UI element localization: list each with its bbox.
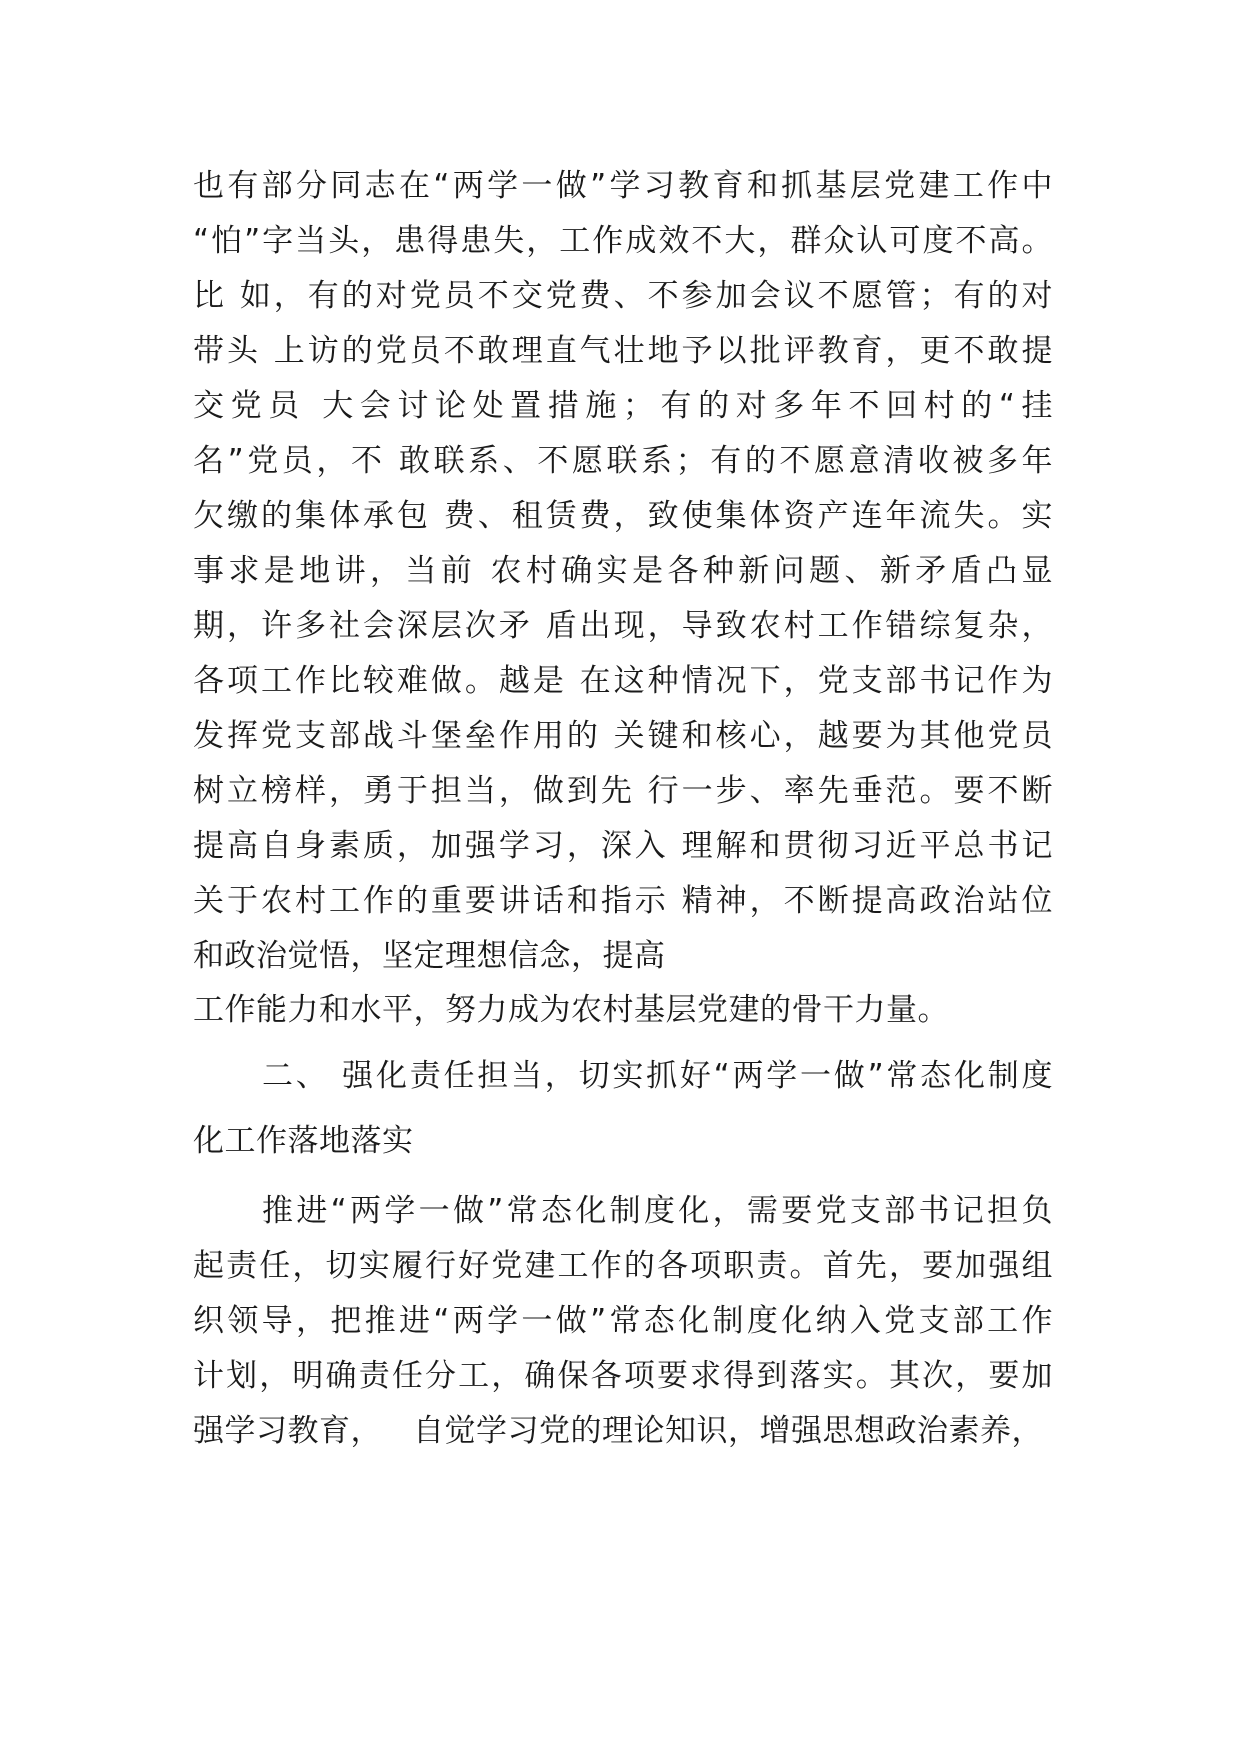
body-text-line: 树立榜样，勇于担当，做到先 行一步、率先垂范。要不断 (193, 773, 1053, 809)
body-text-line: 和政治觉悟，坚定理想信念，提高 (193, 938, 666, 974)
body-text-line: 起责任，切实履行好党建工作的各项职责。首先，要加强组 (193, 1248, 1053, 1284)
body-text-line: “怕”字当头，患得患失，工作成效不大，群众认可度不高。 (193, 223, 1053, 259)
body-text-line: 织领导，把推进“两学一做”常态化制度化纳入党支部工作 (193, 1303, 1053, 1339)
body-text-line: 工作能力和水平，努力成为农村基层党建的骨干力量。 (193, 992, 949, 1028)
body-text-line: 计划，明确责任分工，确保各项要求得到落实。其次，要加 (193, 1358, 1053, 1394)
body-text-line: 交党员 大会讨论处置措施；有的对多年不回村的“挂 (193, 388, 1053, 424)
section-heading-continuation: 化工作落地落实 (193, 1123, 414, 1159)
body-text-line: 带头 上访的党员不敢理直气壮地予以批评教育，更不敢提 (193, 333, 1053, 369)
body-text-line: 也有部分同志在“两学一做”学习教育和抓基层党建工作中 (193, 168, 1053, 204)
body-text-line: 关于农村工作的重要讲话和指示 精神，不断提高政治站位 (193, 883, 1053, 919)
body-text-line: 名”党员，不 敢联系、不愿联系；有的不愿意清收被多年 (193, 443, 1053, 479)
body-text-line: 欠缴的集体承包 费、租赁费，致使集体资产连年流失。实 (193, 498, 1053, 534)
body-text-line: 各项工作比较难做。越是 在这种情况下，党支部书记作为 (193, 663, 1053, 699)
body-text-line: 强学习教育， 自觉学习党的理论知识，增强思想政治素养， (193, 1413, 1044, 1449)
body-text-line: 提高自身素质，加强学习，深入 理解和贯彻习近平总书记 (193, 828, 1053, 864)
body-text-line: 事求是地讲，当前 农村确实是各种新问题、新矛盾凸显 (193, 553, 1053, 589)
paragraph-first-line: 推进“两学一做”常态化制度化，需要党支部书记担负 (262, 1193, 1053, 1229)
section-heading: 二、 强化责任担当，切实抓好“两学一做”常态化制度 (262, 1058, 1053, 1094)
body-text-line: 期，许多社会深层次矛 盾出现，导致农村工作错综复杂， (193, 608, 1053, 644)
body-text-line: 发挥党支部战斗堡垒作用的 关键和核心，越要为其他党员 (193, 718, 1053, 754)
body-text-line: 比 如，有的对党员不交党费、不参加会议不愿管；有的对 (193, 278, 1053, 314)
